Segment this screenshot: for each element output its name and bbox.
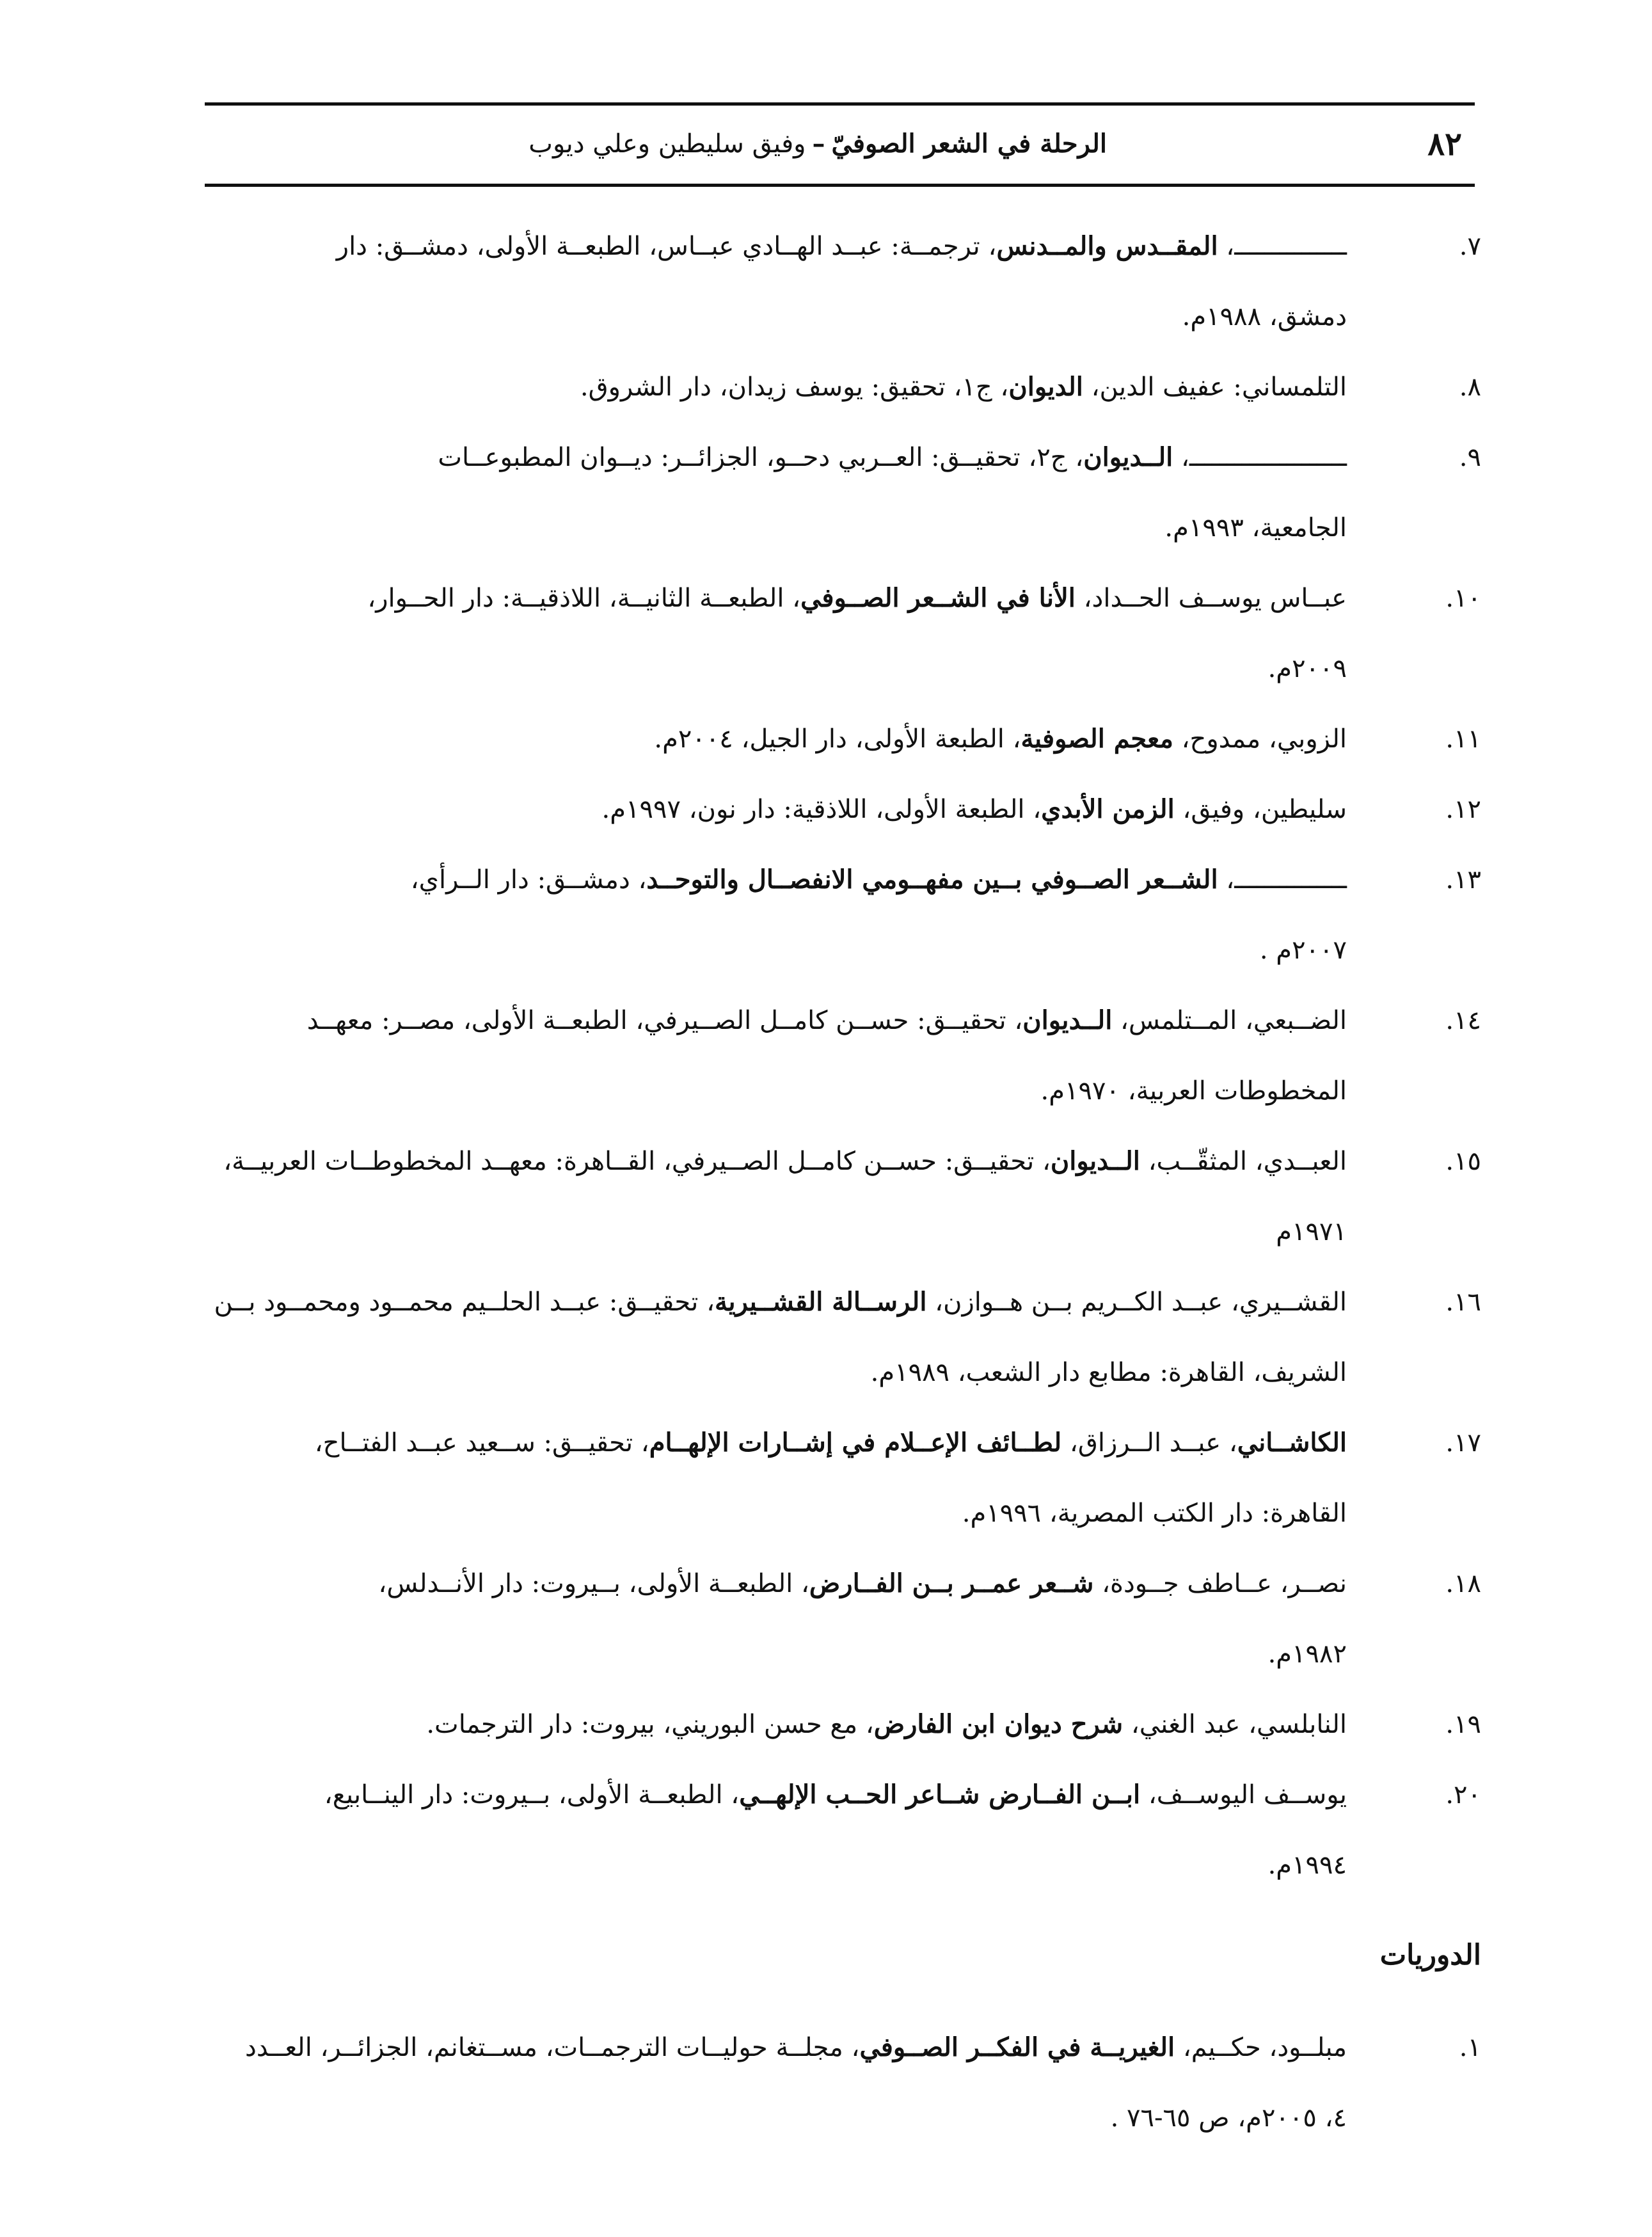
reference-title: لطــائف الإعــلام في إشــارات الإلهــام — [649, 1428, 1062, 1458]
reference-text: ، مع حسن البوريني، بيروت: دار الترجمات. — [426, 1710, 874, 1739]
reference-title: الزمن الأبدي — [1041, 794, 1175, 824]
reference-item — [154, 774, 1481, 845]
reference-text: ، الطبعة الأولى، اللاذقية: دار نون، ١٩٩٧م. — [601, 795, 1042, 824]
reference-continuation: ٢٠٠٧م . — [1259, 935, 1347, 965]
periodical-item — [154, 2012, 1481, 2153]
reference-continuation: ٢٠٠٩م. — [1267, 654, 1347, 683]
reference-text: ، تحقيــق: حســن كامــل الصــيرفي، الطبعــة الأولى، مصــر: معهــد — [306, 1006, 1023, 1035]
reference-continuation: الشريف، القاهرة: مطابع دار الشعب، ١٩٨٩م. — [870, 1358, 1347, 1387]
running-title — [528, 129, 1107, 159]
reference-text: الزوبي، ممدوح، — [1173, 724, 1347, 754]
reference-text: ، ج١، تحقيق: يوسف زيدان، دار الشروق. — [580, 372, 1009, 402]
reference-text: نصــر، عــاطف جــودة، — [1093, 1569, 1347, 1598]
reference-number: ١٩. — [1445, 1710, 1481, 1739]
reference-number: ١٦. — [1445, 1287, 1481, 1317]
reference-text: القشــيري، عبــد الكــريم بــن هــوازن، — [926, 1287, 1347, 1317]
reference-number: ٩. — [1459, 443, 1481, 472]
reference-title: الــديوان — [1083, 442, 1173, 472]
running-header — [205, 102, 1475, 187]
reference-title: معجم الصوفية — [1021, 724, 1173, 754]
reference-text: ، الطبعــة الأولى، بــيروت: دار الأنــدلس، — [378, 1569, 809, 1598]
reference-text: ـــــــــــــــــــــ، — [1173, 443, 1347, 472]
periodical-number: ١. — [1459, 2033, 1481, 2062]
reference-title: شــعر عمــر بــن الفــارض — [809, 1568, 1094, 1598]
reference-number: ٨. — [1459, 372, 1481, 402]
reference-text: ، ج٢، تحقيــق: العــربي دحــو، الجزائــر: ديــوان المطبوعــات — [438, 443, 1084, 472]
title-separator: – — [812, 129, 825, 159]
reference-text: يوســف اليوســف، — [1140, 1780, 1347, 1810]
reference-continuation: ١٩٩٤م. — [1267, 1851, 1347, 1880]
reference-item — [154, 1689, 1481, 1760]
reference-continuation: القاهرة: دار الكتب المصرية، ١٩٩٦م. — [962, 1499, 1347, 1528]
book-title: الرحلة في الشعر الصوفيّ — [831, 129, 1107, 159]
reference-author: الكاشــاني — [1237, 1428, 1347, 1458]
reference-text: ـــــــــــــــ، — [1218, 232, 1347, 261]
periodical-text: مبلــود، حكــيم، — [1175, 2033, 1347, 2062]
reference-title: الرســالة القشــيرية — [715, 1287, 927, 1317]
bibliography-list — [154, 211, 1481, 1900]
periodical-title: الغيريــة في الفكــر الصــوفي — [859, 2032, 1175, 2062]
reference-number: ١٤. — [1445, 1006, 1481, 1035]
reference-number: ١٣. — [1445, 865, 1481, 895]
periodicals-list — [154, 2012, 1481, 2153]
reference-title: المقــدس والمــدنس — [996, 231, 1218, 261]
reference-title: الديوان — [1008, 372, 1083, 402]
reference-text: العبــدي، المثقّــب، — [1140, 1147, 1347, 1176]
reference-text: ، تحقيــق: عبــد الحلــيم محمــود ومحمــود بــن — [214, 1287, 715, 1317]
periodical-text: ، مجلــة حوليــات الترجمــات، مســتغانم، الجزائــر، العــدد — [245, 2033, 860, 2062]
reference-text: عبــاس يوســف الحــداد، — [1075, 584, 1347, 613]
reference-number: ١٥. — [1445, 1147, 1481, 1176]
reference-text: ، تحقيــق: ســعيد عبــد الفتــاح، — [314, 1428, 649, 1458]
reference-number: ١٨. — [1445, 1569, 1481, 1598]
reference-text: ، عبــد الــرزاق، — [1061, 1428, 1237, 1458]
reference-item — [154, 704, 1481, 774]
reference-item — [154, 1548, 1481, 1689]
reference-text: الضــبعي، المــتلمس، — [1112, 1006, 1347, 1035]
reference-number: ١٧. — [1445, 1428, 1481, 1458]
reference-text: ، الطبعــة الثانيــة، اللاذقيــة: دار الحــوار، — [367, 584, 801, 613]
reference-item — [154, 1760, 1481, 1900]
reference-text: ، دمشــق: دار الــرأي، — [410, 865, 647, 895]
book-authors: وفيق سليطين وعلي ديوب — [528, 129, 806, 159]
reference-text: ، الطبعــة الأولى، بــيروت: دار الينــابيع، — [324, 1780, 740, 1810]
reference-item — [154, 985, 1481, 1126]
reference-continuation: المخطوطات العربية، ١٩٧٠م. — [1040, 1076, 1347, 1106]
reference-title: ابــن الفــارض شــاعر الحــب الإلهــي — [739, 1779, 1141, 1810]
reference-title: الأنا في الشــعر الصــوفي — [800, 583, 1076, 613]
reference-number: ١٢. — [1445, 795, 1481, 824]
reference-text: ، الطبعة الأولى، دار الجيل، ٢٠٠٤م. — [654, 724, 1021, 754]
reference-text: ، ترجمــة: عبــد الهــادي عبــاس، الطبعــة الأولى، دمشــق: دار — [336, 232, 997, 261]
reference-text: التلمساني: عفيف الدين، — [1083, 372, 1347, 402]
periodicals-heading: الدوريات — [1379, 1939, 1481, 1971]
reference-item — [154, 352, 1481, 422]
reference-text: النابلسي، عبد الغني، — [1123, 1710, 1347, 1739]
reference-number: ١١. — [1445, 724, 1481, 754]
reference-continuation: ١٩٧١م — [1276, 1217, 1347, 1246]
reference-number: ٢٠. — [1445, 1780, 1481, 1810]
reference-text: ، تحقيــق: حســن كامــل الصــيرفي، القــاهرة: معهــد المخطوطــات العربيــة، — [223, 1147, 1051, 1176]
reference-item — [154, 1267, 1481, 1408]
reference-continuation: دمشق، ١٩٨٨م. — [1182, 302, 1347, 331]
reference-number: ١٠. — [1445, 584, 1481, 613]
reference-title: الــديوان — [1022, 1005, 1113, 1035]
reference-item — [154, 1408, 1481, 1548]
reference-item — [154, 422, 1481, 563]
reference-item — [154, 211, 1481, 352]
reference-item — [154, 1126, 1481, 1267]
reference-item — [154, 845, 1481, 985]
reference-text: ـــــــــــــــ، — [1218, 865, 1347, 895]
reference-item — [154, 563, 1481, 704]
reference-number: ٧. — [1459, 232, 1481, 261]
reference-title: الــديوان — [1050, 1146, 1140, 1176]
reference-title: شرح ديوان ابن الفارض — [873, 1709, 1124, 1739]
reference-continuation: ١٩٨٢م. — [1267, 1639, 1347, 1669]
periodical-continuation: ٤، ٢٠٠٥م، ص ٦٥-٧٦ . — [1110, 2103, 1347, 2133]
reference-title: الشــعر الصــوفي بــين مفهــومي الانفصــال والتوحــد — [646, 864, 1218, 895]
reference-text: سليطين، وفيق، — [1174, 795, 1347, 824]
reference-continuation: الجامعية، ١٩٩٣م. — [1164, 513, 1347, 543]
page-number: ٨٢ — [1427, 125, 1462, 163]
